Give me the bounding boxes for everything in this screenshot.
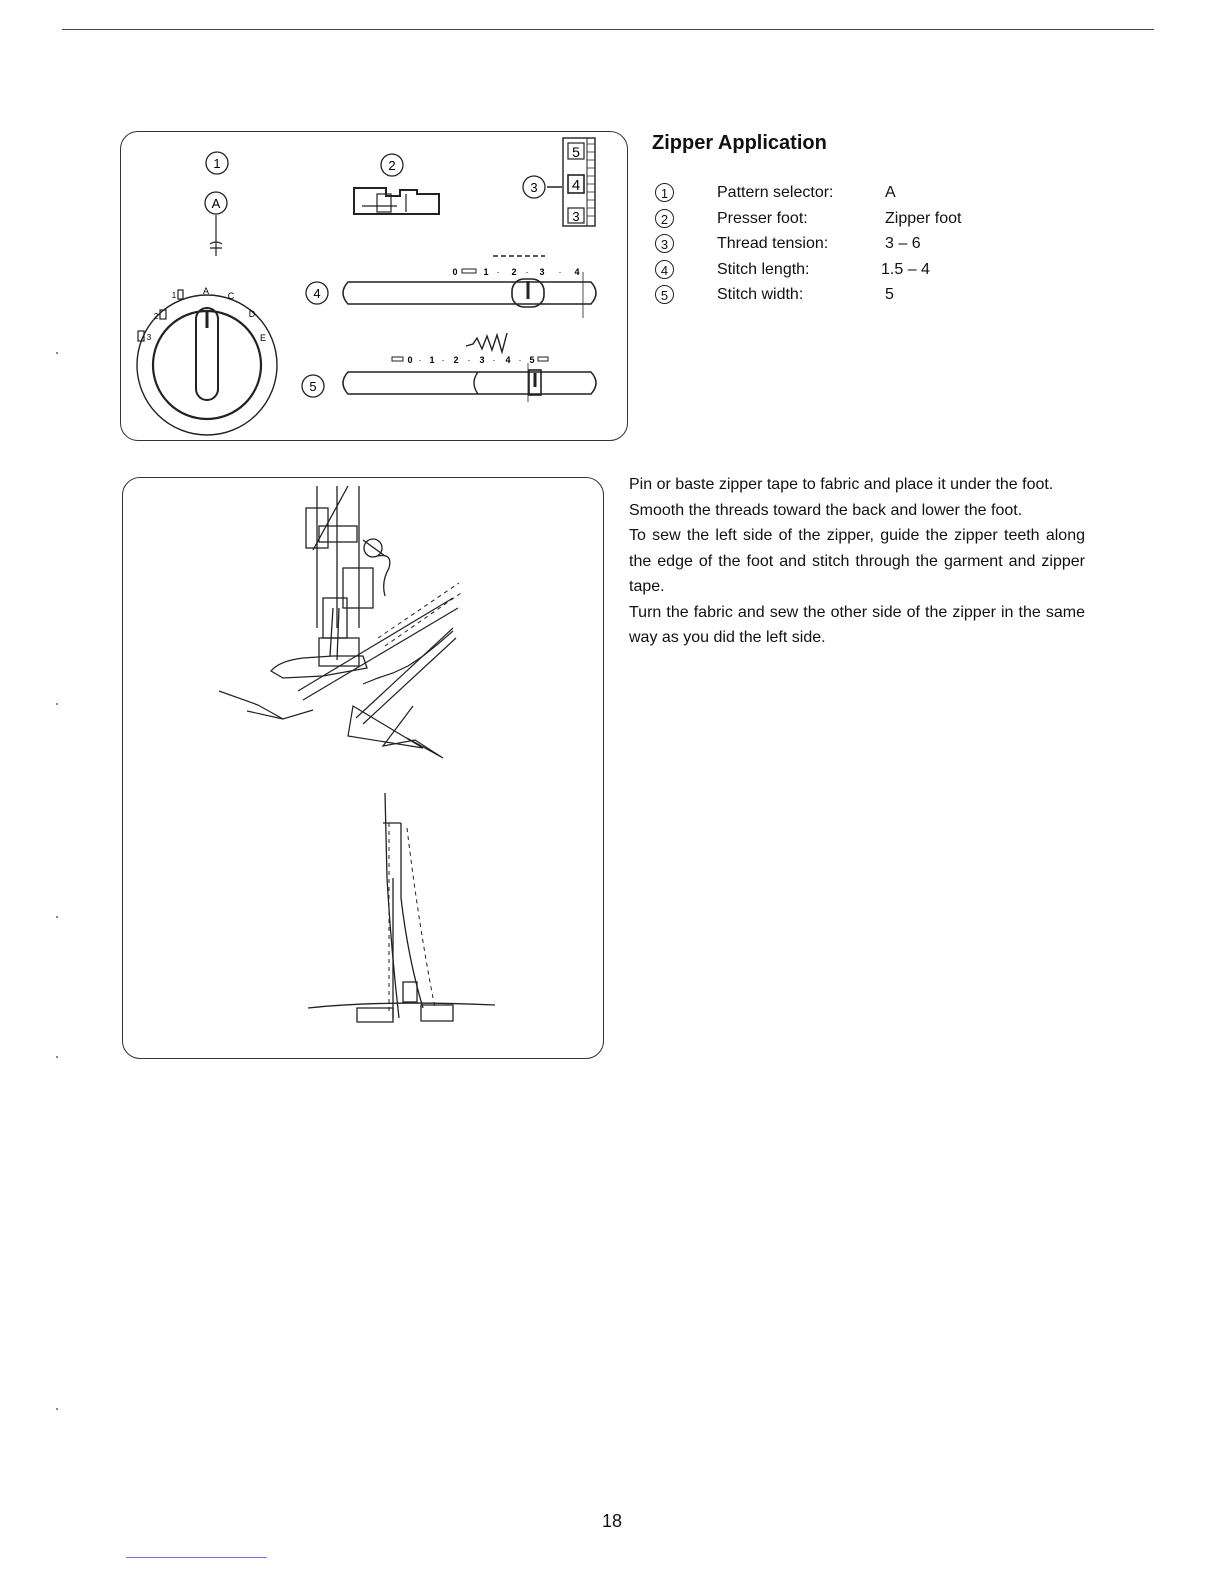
page-title: Zipper Application: [652, 132, 827, 154]
setting-row: [655, 206, 1015, 232]
svg-text:·: ·: [558, 267, 562, 277]
dial-symbol-1: 1: [171, 291, 177, 300]
svg-text:·: ·: [418, 355, 422, 365]
setting-number: 5: [655, 285, 674, 304]
pattern-letter-a: [205, 192, 227, 214]
dial-symbol-3: 3: [146, 333, 152, 342]
callout-2: [381, 154, 403, 176]
dial-letter-d: D: [248, 309, 256, 319]
svg-text:·: ·: [518, 355, 522, 365]
setting-row: [655, 257, 1015, 283]
width-tick-5: 5: [529, 355, 535, 365]
setting-row: [655, 180, 1015, 206]
svg-text:·: ·: [467, 355, 471, 365]
callout-5: [302, 375, 324, 397]
setting-number: 3: [655, 234, 674, 253]
setting-label: Thread tension:: [717, 235, 829, 252]
setting-value: 3 – 6: [885, 235, 921, 252]
dial-letter-c: C: [227, 291, 235, 301]
width-tick-1: 1: [429, 355, 435, 365]
width-scale: [392, 355, 548, 365]
setting-row: [655, 231, 1015, 257]
scan-link-underline: [126, 1557, 267, 1558]
scan-dot: [56, 703, 58, 705]
instruction-paragraph: Pin or baste zipper tape to fabric and place it under the foot.: [629, 476, 1054, 493]
length-tick-2: 2: [511, 267, 517, 277]
instruction-paragraph: Turn the fabric and sew the other side of the zipper in the same way as you did the left side.: [629, 603, 1085, 646]
top-rule: [62, 29, 1154, 30]
length-scale: [452, 267, 579, 277]
page-number: 18: [601, 1511, 623, 1531]
setting-value: Zipper foot: [885, 209, 962, 227]
svg-text:5: 5: [309, 379, 317, 394]
setting-value: 1.5 – 4: [881, 260, 930, 278]
scan-dot: [56, 352, 58, 354]
setting-row: [655, 282, 1015, 308]
settings-diagram-svg: [121, 132, 627, 440]
zipper-sewing-illustration: [122, 477, 604, 1059]
svg-text:·: ·: [492, 355, 496, 365]
callout-4: [306, 282, 328, 304]
width-tick-0: 0: [407, 355, 413, 365]
setting-number: 2: [655, 209, 674, 228]
setting-number: 1: [655, 183, 674, 202]
scan-dot: [56, 916, 58, 918]
tension-mark-4: 4: [571, 177, 581, 194]
machine-settings-diagram: [120, 131, 628, 441]
tension-mark-5: 5: [572, 144, 580, 160]
setting-label: Presser foot:: [717, 209, 808, 227]
instructions: [629, 472, 1085, 651]
svg-text:·: ·: [496, 267, 500, 277]
instruction-paragraph: To sew the left side of the zipper, guide the zipper teeth along the edge of the foot and stitch through the garment and zipper tape.: [629, 527, 1085, 595]
scan-dot: [56, 1056, 58, 1058]
length-tick-4: 4: [574, 267, 580, 277]
width-tick-4: 4: [505, 355, 511, 365]
callout-1: [206, 152, 228, 174]
zigzag-icon: [466, 333, 507, 352]
svg-text:2: 2: [388, 158, 396, 173]
tension-dial: [563, 138, 595, 226]
svg-text:3: 3: [530, 180, 538, 195]
setting-number: 4: [655, 260, 674, 279]
settings-list: [655, 180, 1015, 308]
dial-letter-a: A: [202, 286, 210, 296]
scan-dot: [56, 1408, 58, 1410]
svg-text:·: ·: [525, 267, 529, 277]
setting-label: Stitch width:: [717, 286, 804, 303]
finished-zipper-illustration: [308, 793, 495, 1022]
svg-text:4: 4: [313, 286, 321, 301]
setting-label: Pattern selector:: [717, 184, 834, 201]
svg-text:1: 1: [213, 156, 221, 171]
dial-symbol-2: 2: [153, 312, 159, 321]
dial-letter-e: E: [259, 333, 267, 343]
callout-3: [523, 176, 545, 198]
stitch-width-slider: [343, 363, 596, 402]
stitch-length-slider: [343, 272, 596, 318]
illustration-svg: [123, 478, 603, 1058]
svg-text:·: ·: [441, 355, 445, 365]
width-tick-3: 3: [479, 355, 485, 365]
setting-value: 5: [885, 286, 894, 303]
needle-bar-illustration: [271, 486, 390, 678]
stitch-guide-dashes: [378, 583, 461, 646]
length-tick-3: 3: [539, 267, 545, 277]
zipper-foot-icon: [354, 188, 439, 214]
setting-label: Stitch length:: [717, 260, 810, 278]
length-tick-0: 0: [452, 267, 458, 277]
length-tick-1: 1: [483, 267, 489, 277]
svg-text:A: A: [211, 196, 221, 211]
setting-value: A: [885, 184, 896, 201]
width-tick-2: 2: [453, 355, 459, 365]
instruction-paragraph: Smooth the threads toward the back and lower the foot.: [629, 501, 1023, 519]
tension-mark-3: 3: [572, 209, 580, 224]
pattern-selector-dial: [137, 286, 277, 435]
